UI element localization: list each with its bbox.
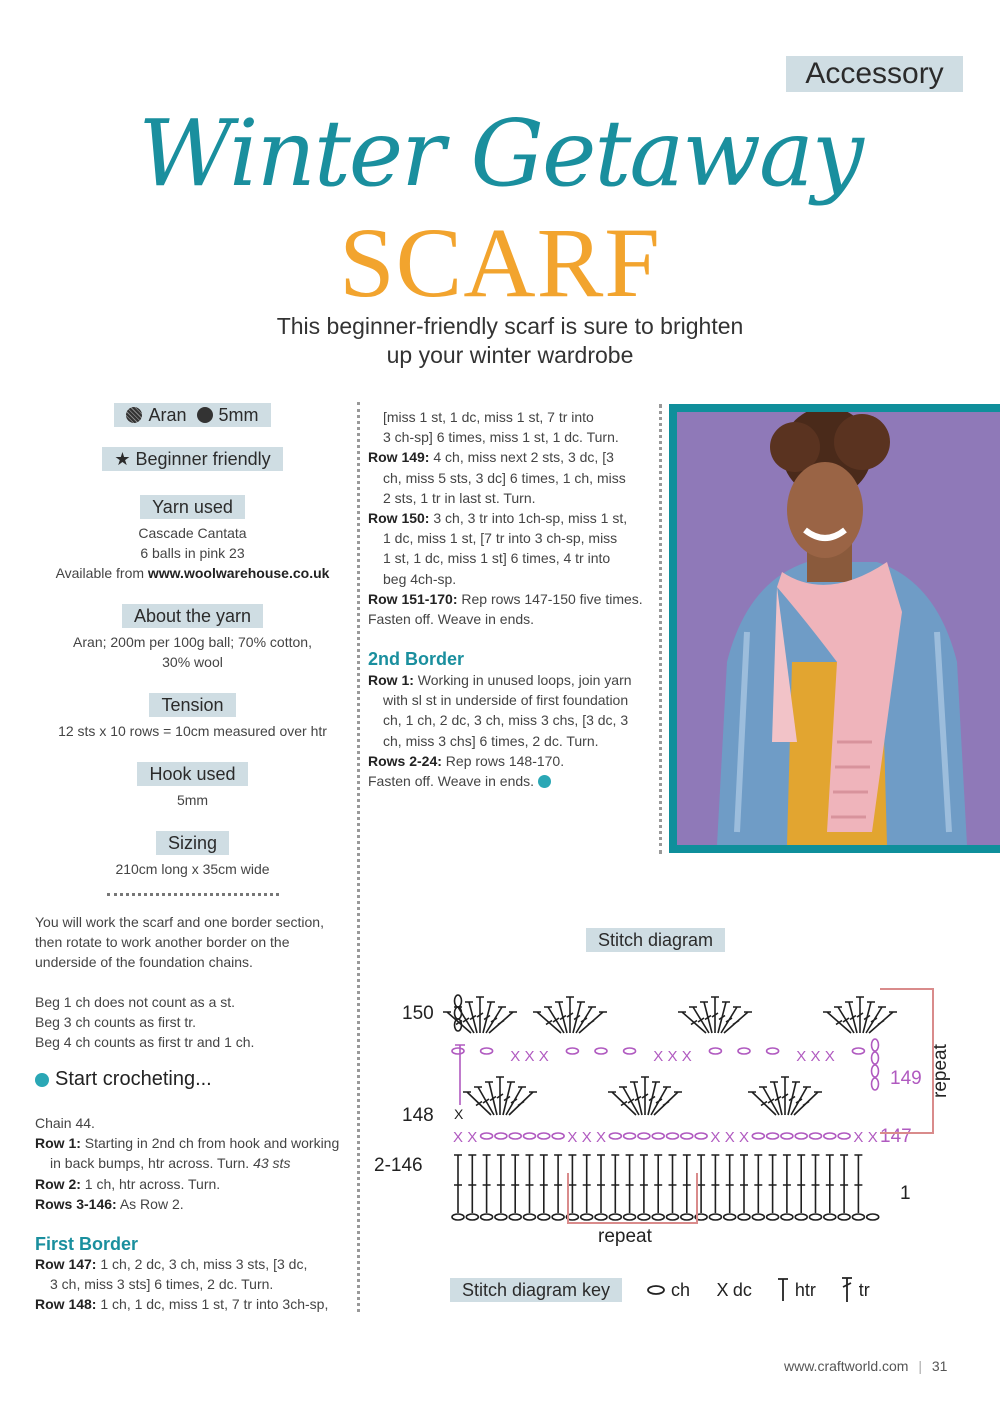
hook-used-heading: Hook used <box>137 762 247 786</box>
htr-stitch <box>540 1185 548 1213</box>
htr-stitch <box>526 1185 534 1213</box>
htr-stitch <box>583 1185 591 1213</box>
yarn-ball-icon <box>126 407 142 423</box>
row-label-2-146: 2-146 <box>374 1155 423 1176</box>
chain-stitch <box>824 1214 836 1220</box>
chain-stitch <box>609 1214 621 1220</box>
subtitle <box>200 312 820 370</box>
htr-stitch <box>640 1185 648 1213</box>
first-border-rows-a: Row 147: 1 ch, 2 dc, 3 ch, miss 3 sts, [3 dc, 3 ch, miss 3 sts] 6 times, 2 dc. Turn. Row 148: 1 ch, 1 dc, miss 1 st, 7 tr into 3ch-sp, <box>35 1256 329 1313</box>
row-label-1: 1 <box>900 1183 911 1204</box>
chain-stitch <box>738 1214 750 1220</box>
chain-stitch <box>872 1065 879 1077</box>
chain-stitch <box>481 1133 493 1139</box>
tr-fan <box>781 1077 789 1115</box>
stitch-key-title: Stitch diagram key <box>450 1278 622 1302</box>
chain-stitch <box>738 1048 750 1054</box>
vertical-repeat-bracket <box>880 989 933 1133</box>
tension-heading: Tension <box>149 693 235 717</box>
chain-stitch <box>552 1133 564 1139</box>
htr-stitch <box>483 1155 491 1185</box>
htr-stitch <box>754 1185 762 1213</box>
htr-stitch <box>597 1155 605 1185</box>
first-border-heading: First Border <box>35 1234 139 1254</box>
chain-stitch <box>872 1052 879 1064</box>
htr-stitch <box>468 1155 476 1185</box>
htr-stitch <box>797 1155 805 1185</box>
chain-stitch <box>466 1214 478 1220</box>
dc-stitch: X <box>596 1129 607 1146</box>
dc-stitch: X <box>710 1129 721 1146</box>
chain-stitch <box>795 1133 807 1139</box>
chain-stitch <box>781 1133 793 1139</box>
chain-stitch <box>872 1078 879 1090</box>
htr-stitch <box>697 1155 705 1185</box>
subtitle-line-1: This beginner-friendly scarf is sure to brighten <box>276 313 744 339</box>
dc-stitch: X <box>724 1129 735 1146</box>
sizing-text: 210cm long x 35cm wide <box>115 861 270 877</box>
chain-stitch <box>810 1133 822 1139</box>
htr-stitch <box>511 1155 519 1185</box>
title-line-1: Winter Getaway <box>138 100 862 207</box>
htr-stitch <box>769 1185 777 1213</box>
section-tag: Accessory <box>786 56 963 92</box>
htr-stitch <box>626 1185 634 1213</box>
chain-stitch <box>538 1214 550 1220</box>
about-yarn-line-2: 30% wool <box>162 654 223 670</box>
yarn-name: Cascade Cantata <box>138 525 247 541</box>
hook-used-text: 5mm <box>176 792 209 808</box>
chain-stitch <box>810 1214 822 1220</box>
dc-stitch: X <box>867 1129 878 1146</box>
htr-stitch <box>568 1185 576 1213</box>
chain-stitch <box>724 1214 736 1220</box>
chain-stitch <box>781 1214 793 1220</box>
yarn-used-heading: Yarn used <box>140 495 245 519</box>
skill-badge <box>30 447 355 471</box>
key-ch-label: ch <box>670 1280 690 1300</box>
chain-stitch <box>852 1048 864 1054</box>
footer-website[interactable]: www.craftworld.com <box>784 1358 909 1374</box>
skill-level: Beginner friendly <box>135 449 271 469</box>
yarn-weight: Aran <box>148 405 187 425</box>
model-illustration <box>677 412 1000 845</box>
chain-stitch <box>495 1133 507 1139</box>
chain-stitch <box>681 1133 693 1139</box>
chain-stitch <box>667 1214 679 1220</box>
chain-stitch <box>552 1214 564 1220</box>
htr-stitch <box>468 1185 476 1213</box>
htr-stitch <box>812 1185 820 1213</box>
chain-stitch <box>795 1214 807 1220</box>
column-divider-right <box>659 404 662 854</box>
yarn-quantity: 6 balls in pink 23 <box>140 545 245 561</box>
htr-stitch <box>683 1155 691 1185</box>
htr-stitch <box>583 1155 591 1185</box>
htr-stitch <box>497 1155 505 1185</box>
htr-stitch <box>754 1155 762 1185</box>
htr-stitch <box>826 1155 834 1185</box>
dc-stitch: X <box>567 1129 578 1146</box>
htr-stitch <box>797 1185 805 1213</box>
tension-text: 12 sts x 10 rows = 10cm measured over htr <box>58 723 327 739</box>
second-border-rows: Row 1: Working in unused loops, join yarn with sl st in underside of first foundation ch, 1 ch, 2 dc, 3 ch, miss 3 chs, [3 dc, 3 ch, miss 3 chs] 6 times, 2 dc. Turn. Rows 2-24: Rep rows 148-170. Fasten off. Weave in ends. <box>368 672 632 790</box>
hook-icon <box>197 407 213 423</box>
dc-stitch: X <box>524 1048 535 1065</box>
chain-stitch <box>509 1133 521 1139</box>
chain-stitch <box>652 1133 664 1139</box>
htr-stitch <box>740 1185 748 1213</box>
chain-stitch <box>709 1214 721 1220</box>
chain-stitch <box>752 1214 764 1220</box>
htr-stitch <box>711 1155 719 1185</box>
tr-fan <box>496 1077 504 1115</box>
yarn-availability: Available from www.woolwarehouse.co.uk <box>55 565 330 581</box>
key-tr-icon <box>840 1283 854 1300</box>
htr-stitch <box>840 1185 848 1213</box>
htr-stitch <box>726 1185 734 1213</box>
htr-stitch <box>511 1185 519 1213</box>
key-htr-icon <box>776 1283 790 1300</box>
htr-stitch <box>726 1155 734 1185</box>
subtitle-line-2: up your winter wardrobe <box>386 342 634 368</box>
chain-stitch <box>524 1133 536 1139</box>
htr-stitch <box>711 1185 719 1213</box>
about-yarn-line-1: Aran; 200m per 100g ball; 70% cotton, <box>73 634 312 650</box>
tr-fan-half <box>476 997 484 1033</box>
htr-stitch <box>783 1185 791 1213</box>
chain-stitch <box>595 1048 607 1054</box>
chain-stitch <box>752 1133 764 1139</box>
htr-stitch <box>568 1155 576 1185</box>
chain-stitch <box>495 1214 507 1220</box>
chain-stitch <box>481 1048 493 1054</box>
htr-stitch <box>611 1185 619 1213</box>
htr-stitch <box>683 1185 691 1213</box>
htr-stitch <box>812 1155 820 1185</box>
chain-stitch <box>624 1214 636 1220</box>
key-tr-label: tr <box>858 1280 870 1300</box>
dc-stitch: X <box>653 1048 664 1065</box>
dc-stitch: X <box>796 1048 807 1065</box>
htr-stitch <box>654 1185 662 1213</box>
htr-stitch <box>769 1155 777 1185</box>
dc-stitch: X <box>739 1129 750 1146</box>
chain-stitch <box>867 1214 879 1220</box>
dc-stitch: X <box>538 1048 549 1065</box>
dc-stitch: X <box>667 1048 678 1065</box>
model-photo <box>677 412 1000 845</box>
chain-stitch <box>838 1133 850 1139</box>
sizing-heading: Sizing <box>156 831 229 855</box>
key-ch-icon <box>645 1283 667 1300</box>
chain-stitch <box>566 1048 578 1054</box>
stitch-diagram-title: Stitch diagram <box>586 928 725 952</box>
chain-stitch <box>695 1133 707 1139</box>
htr-stitch <box>783 1155 791 1185</box>
column-divider-left <box>357 402 360 1312</box>
yarn-ball-icon <box>35 1073 49 1087</box>
dotted-divider <box>107 893 279 896</box>
start-instructions: Chain 44. Row 1: Starting in 2nd ch from hook and working in back bumps, htr across. Turn. 43 sts Row 2: 1 ch, htr across. Turn. Rows 3-146: As Row 2. <box>35 1115 340 1212</box>
dc-stitch: X <box>581 1129 592 1146</box>
sizing-section <box>30 831 355 879</box>
htr-stitch <box>854 1185 862 1213</box>
key-dc-icon: X <box>716 1280 729 1300</box>
dc-stitch: X <box>454 1106 464 1122</box>
htr-stitch <box>454 1155 462 1185</box>
chain-stitch <box>455 995 462 1007</box>
tr-fan-half <box>856 997 864 1033</box>
dc-stitch: X <box>810 1048 821 1065</box>
htr-stitch <box>540 1155 548 1185</box>
footer: www.craftworld.com | 31 <box>784 1358 948 1374</box>
htr-stitch <box>597 1185 605 1213</box>
stitch-diagram <box>440 985 940 1225</box>
htr-stitch <box>840 1155 848 1185</box>
chain-stitch <box>452 1048 464 1054</box>
yarn-used-section <box>30 495 355 583</box>
row-label-149: 149 <box>890 1068 922 1089</box>
chain-stitch <box>838 1214 850 1220</box>
intro-paragraph: You will work the scarf and one border section, then rotate to work another border on the underside of the foundation chains. <box>35 914 324 971</box>
htr-stitch <box>554 1185 562 1213</box>
dc-stitch: X <box>824 1048 835 1065</box>
dc-stitch: X <box>510 1048 521 1065</box>
chain-stitch <box>624 1048 636 1054</box>
htr-stitch <box>611 1155 619 1185</box>
chain-stitch <box>609 1133 621 1139</box>
dc-stitch: X <box>681 1048 692 1065</box>
about-yarn-section <box>30 604 355 672</box>
chain-stitch <box>455 1007 462 1019</box>
row-label-147: 147 <box>880 1126 912 1147</box>
htr-stitch <box>826 1185 834 1213</box>
start-heading: Start crocheting... <box>35 1068 212 1091</box>
first-border-rows-b: [miss 1 st, 1 dc, miss 1 st, 7 tr into 3 ch-sp] 6 times, miss 1 st, 1 dc. Turn. Row 149: 4 ch, miss next 2 sts, 3 dc, [3 ch, miss 5 sts, 3 dc] 6 times, 1 ch, miss 2 sts, 1 tr in last st. Turn. Row 150: 3 ch, 3 tr into 1ch-sp, miss 1 st, 1 dc, miss 1 st, [7 tr into 3 ch-sp, miss 1 st, 1 dc, miss 1 st] 6 times, 4 tr into beg 4ch-sp. Row 151-170: Rep rows 147-150 five times. Fasten off. Weave in ends. <box>368 409 643 628</box>
chain-stitch <box>595 1214 607 1220</box>
key-dc-label: dc <box>732 1280 752 1300</box>
title-line-2: SCARF <box>339 207 661 318</box>
htr-stitch <box>526 1155 534 1185</box>
chain-stitch <box>524 1214 536 1220</box>
yarn-website-link[interactable]: www.woolwarehouse.co.uk <box>147 565 330 581</box>
dc-stitch: X <box>853 1129 864 1146</box>
tr-fan <box>711 997 719 1033</box>
dc-stitch: X <box>453 1129 464 1146</box>
model-photo-frame <box>669 404 1000 853</box>
htr-stitch <box>669 1155 677 1185</box>
repeat-label-horizontal: repeat <box>598 1226 652 1247</box>
notes: Beg 1 ch does not count as a st. Beg 3 ch counts as first tr. Beg 4 ch counts as first tr and 1 ch. <box>35 994 255 1051</box>
chain-stitch <box>624 1133 636 1139</box>
hook-size: 5mm <box>218 405 259 425</box>
chain-stitch <box>681 1214 693 1220</box>
chain-stitch <box>581 1214 593 1220</box>
chain-stitch <box>709 1048 721 1054</box>
chain-stitch <box>509 1214 521 1220</box>
chain-stitch <box>872 1039 879 1051</box>
htr-stitch <box>740 1155 748 1185</box>
chain-stitch <box>538 1133 550 1139</box>
tr-fan <box>566 997 574 1033</box>
chain-stitch <box>481 1214 493 1220</box>
stitch-key <box>450 1275 870 1303</box>
chain-stitch <box>652 1214 664 1220</box>
htr-stitch <box>654 1155 662 1185</box>
second-border-heading: 2nd Border <box>368 649 465 669</box>
dc-stitch: X <box>467 1129 478 1146</box>
htr-stitch <box>626 1155 634 1185</box>
htr-stitch <box>697 1185 705 1213</box>
tr-fan <box>641 1077 649 1115</box>
htr-stitch <box>554 1155 562 1185</box>
htr-stitch <box>669 1185 677 1213</box>
key-htr-label: htr <box>794 1280 816 1300</box>
chain-stitch <box>767 1214 779 1220</box>
chain-stitch <box>638 1133 650 1139</box>
row-label-150: 150 <box>402 1003 434 1024</box>
end-yarn-icon <box>538 775 551 788</box>
row-label-148: 148 <box>402 1105 434 1126</box>
chain-stitch <box>767 1048 779 1054</box>
hook-used-section <box>30 762 355 810</box>
chain-stitch <box>767 1133 779 1139</box>
htr-stitch <box>640 1155 648 1185</box>
chain-stitch <box>824 1133 836 1139</box>
htr-stitch <box>483 1185 491 1213</box>
chain-stitch <box>667 1133 679 1139</box>
chain-stitch <box>638 1214 650 1220</box>
chain-stitch <box>452 1214 464 1220</box>
chain-stitch <box>852 1214 864 1220</box>
star-icon: ★ <box>114 449 136 469</box>
page-number: 31 <box>931 1358 948 1374</box>
yarn-hook-badge <box>30 403 355 427</box>
about-yarn-heading: About the yarn <box>122 604 263 628</box>
htr-stitch <box>454 1185 462 1213</box>
htr-stitch <box>854 1155 862 1185</box>
tension-section <box>30 693 355 741</box>
repeat-label-vertical: repeat <box>930 1044 951 1098</box>
htr-stitch <box>497 1185 505 1213</box>
